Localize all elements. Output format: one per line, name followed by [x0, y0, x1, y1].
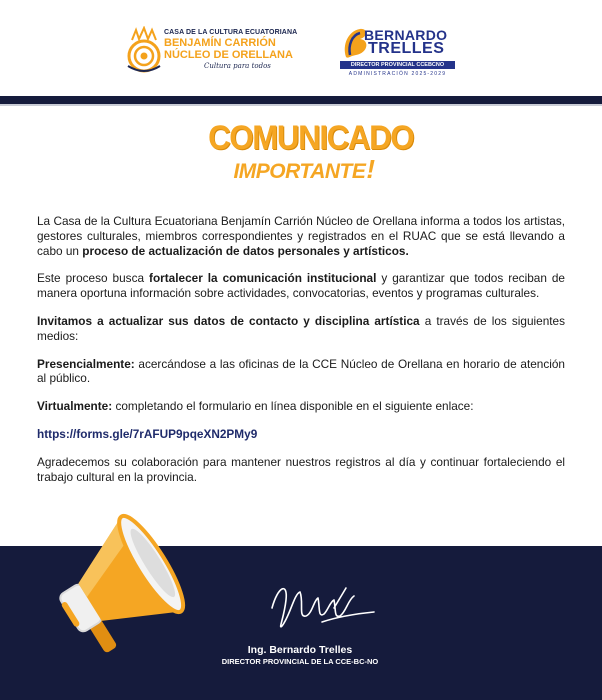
header-divider-line	[0, 104, 602, 106]
cultural-swirl-icon	[124, 26, 164, 74]
paragraph-online	[37, 399, 565, 414]
bernardo-trelles-logo	[340, 25, 455, 83]
paragraph-link	[37, 427, 565, 442]
online-text: completando el formulario en línea disponible en el siguiente enlace:	[112, 399, 474, 414]
invitation-bold: Invitamos a actualizar sus datos de contacto y disciplina artística	[37, 313, 420, 328]
in-person-text: acercándose a las oficinas de la CCE Núcleo de Orellana en horario de atención al público.	[37, 356, 565, 386]
online-label: Virtualmente:	[37, 399, 113, 414]
logo-line-name: BENJAMÍN CARRIÓN	[164, 37, 276, 49]
intro-bold: proceso de actualización de datos personales y artísticos.	[82, 243, 409, 258]
purpose-text-start: Este proceso busca	[37, 271, 150, 286]
paragraph-intro	[37, 214, 565, 258]
signature-icon	[262, 578, 382, 638]
title-main: COMUNICADO	[208, 119, 414, 157]
title-sub-text: IMPORTANTE	[233, 160, 366, 183]
logo-line-nucleo: NÚCLEO DE ORELLANA	[164, 49, 293, 61]
paragraph-purpose	[37, 271, 565, 301]
announcement-body	[37, 214, 565, 497]
purpose-text-end: y garantizar que todos reciban de manera oportuna información sobre actividades, convocatorias, eventos y programas culturales.	[37, 271, 565, 301]
logo-admin-period: ADMINISTRACIÓN 2025-2029	[348, 71, 447, 77]
cce-orellana-logo	[124, 22, 298, 80]
logo-role: DIRECTOR PROVINCIAL CCEBCNO	[340, 61, 455, 69]
form-link[interactable]: https://forms.gle/7rAFUP9pqeXN2PMy9	[37, 426, 258, 441]
logo-name-last: TRELLES	[368, 40, 445, 57]
intro-text: La Casa de la Cultura Ecuatoriana Benjamín Carrión Núcleo de Orellana informa a todos los artistas, gestores culturales, miembros correspondientes y registrados en el RUAC que se está llevando a cabo un	[37, 214, 565, 258]
signer-role: DIRECTOR PROVINCIAL DE LA CCE-BC-NO	[221, 657, 379, 666]
logo-name-first: BERNARDO	[364, 27, 448, 43]
paragraph-invitation	[37, 314, 565, 344]
title-exclaim: !	[366, 154, 375, 184]
header	[0, 0, 602, 96]
paragraph-thanks: Agradecemos su colaboración para mantener nuestros registros al día y continuar fortaleciendo el trabajo cultural en la provincia.	[37, 454, 565, 484]
header-divider-band	[0, 96, 602, 104]
paragraph-in-person	[37, 357, 565, 387]
logo-tagline: Cultura para todos	[204, 62, 271, 70]
megaphone-icon	[30, 505, 190, 665]
signer-name: Ing. Bernardo Trelles	[247, 644, 353, 656]
announcement-title	[200, 119, 414, 185]
purpose-bold: fortalecer la comunicación institucional	[149, 271, 377, 286]
title-sub	[206, 156, 402, 185]
in-person-label: Presencialmente:	[37, 356, 135, 371]
invitation-text: a través de los siguientes medios:	[37, 313, 565, 343]
logo-line-institution: CASA DE LA CULTURA ECUATORIANA	[164, 29, 298, 36]
